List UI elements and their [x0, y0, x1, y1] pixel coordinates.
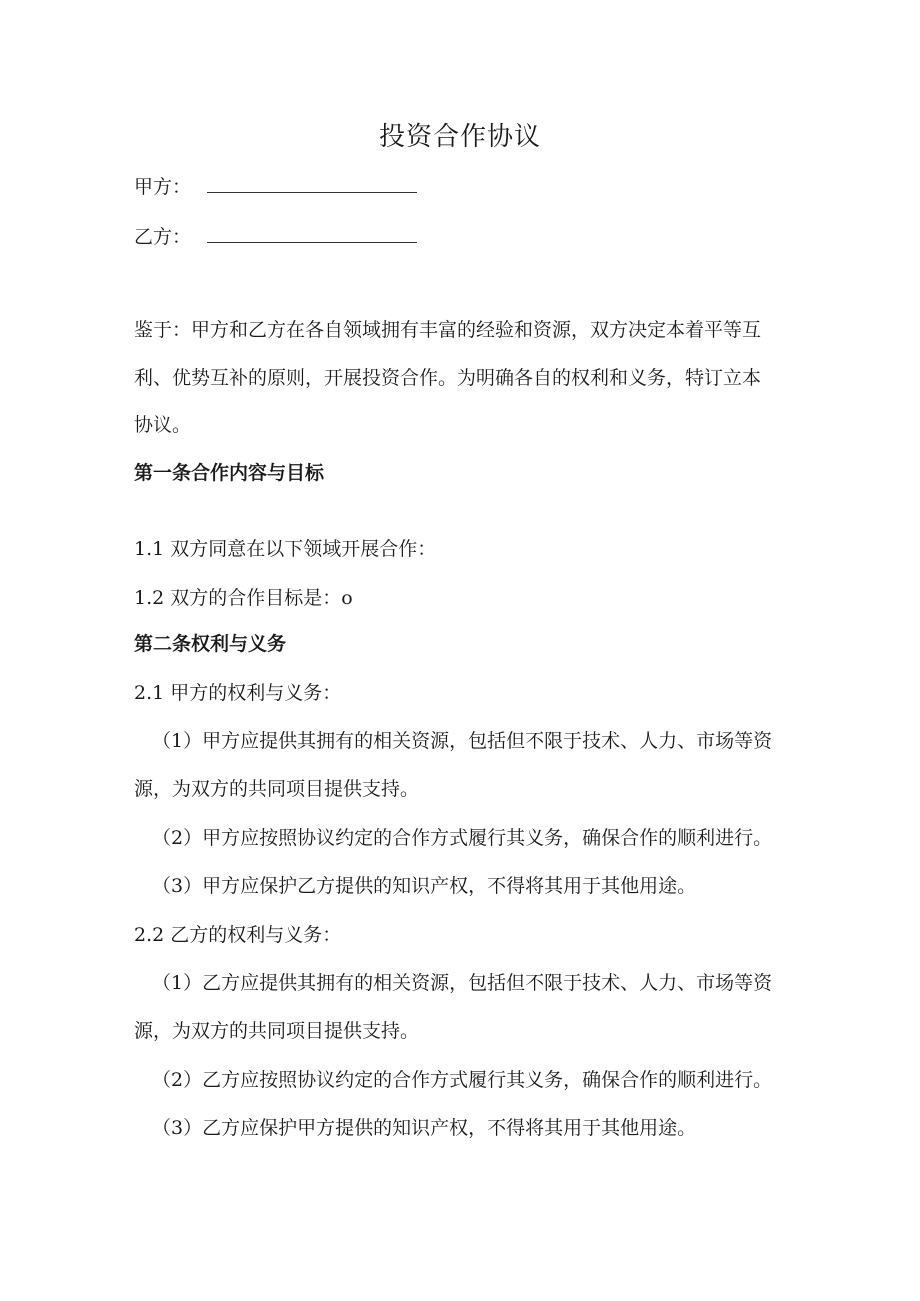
party-a-label: 甲方：: [134, 176, 192, 198]
article2-a-item-1-cont: 源，为双方的共同项目提供支持。: [134, 778, 420, 800]
article2-a-item-1: （1）甲方应提供其拥有的相关资源，包括但不限于技术、人力、市场等资: [152, 730, 773, 752]
article1-item-2: 1.2 双方的合作目标是：o: [134, 587, 353, 609]
article2-a-heading: 2.1 甲方的权利与义务：: [134, 682, 342, 704]
article1-heading: 第一条合作内容与目标: [134, 462, 325, 484]
article2-b-item-1-cont: 源，为双方的共同项目提供支持。: [134, 1020, 420, 1042]
article2-b-heading: 2.2 乙方的权利与义务：: [134, 924, 342, 946]
party-a-blank: [207, 174, 417, 193]
article2-heading: 第二条权利与义务: [134, 633, 287, 655]
preamble-line-2: 利、优势互补的原则，开展投资合作。为明确各自的权利和义务，特订立本: [134, 367, 762, 389]
preamble-line-3: 协议。: [134, 414, 192, 436]
article2-a-item-3: （3）甲方应保护乙方提供的知识产权，不得将其用于其他用途。: [152, 875, 697, 897]
preamble-line-1: 鉴于：甲方和乙方在各自领域拥有丰富的经验和资源，双方决定本着平等互: [134, 319, 762, 341]
party-b-label: 乙方：: [134, 226, 192, 248]
article2-b-item-1: （1）乙方应提供其拥有的相关资源，包括但不限于技术、人力、市场等资: [152, 972, 773, 994]
article2-a-item-2: （2）甲方应按照协议约定的合作方式履行其义务，确保合作的顺利进行。: [152, 827, 773, 849]
party-b-blank: [207, 224, 417, 243]
party-a-line: [134, 174, 417, 199]
document-title: 投资合作协议: [378, 122, 541, 152]
article2-b-item-2: （2）乙方应按照协议约定的合作方式履行其义务，确保合作的顺利进行。: [152, 1069, 773, 1091]
article1-item-1: 1.1 双方同意在以下领域开展合作：: [134, 538, 437, 560]
party-b-line: [134, 224, 417, 249]
article2-b-item-3: （3）乙方应保护甲方提供的知识产权，不得将其用于其他用途。: [152, 1117, 697, 1139]
